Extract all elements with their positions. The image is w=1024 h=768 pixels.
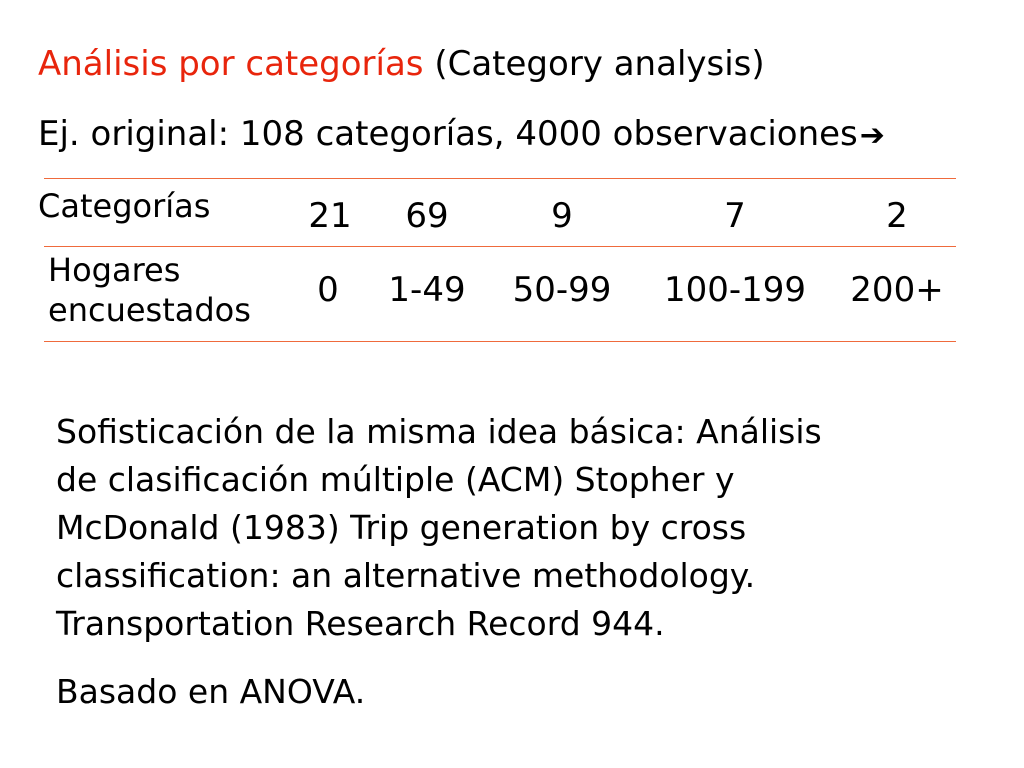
hogares-cell: 50-99 — [512, 270, 612, 310]
paragraph-line: Sofisticación de la misma idea básica: Análisis — [56, 412, 822, 451]
slide-title — [38, 44, 765, 84]
categorias-cell: 21 — [308, 196, 352, 236]
table-rule-bottom — [44, 341, 956, 342]
categorias-cell: 2 — [886, 196, 908, 236]
row-label-hogares-line1: Hogares — [48, 251, 181, 289]
hogares-cell: 100-199 — [663, 270, 807, 310]
footer-note: Basado en ANOVA. — [56, 672, 366, 711]
title-spanish: Análisis por categorías — [38, 44, 424, 84]
paragraph-line: de clasificación múltiple (ACM) Stopher y — [56, 460, 735, 499]
title-english: (Category analysis) — [434, 44, 765, 84]
arrow-right-icon: ➔ — [859, 118, 885, 153]
row-label-categorias: Categorías — [38, 187, 211, 225]
paragraph-line: McDonald (1983) Trip generation by cross — [56, 508, 747, 547]
categorias-cell: 7 — [724, 196, 746, 236]
table-rule-middle — [44, 246, 956, 247]
paragraph-line: Transportation Research Record 944. — [56, 604, 665, 643]
example-text: Ej. original: 108 categorías, 4000 observaciones — [38, 114, 858, 154]
categorias-cell: 69 — [405, 196, 449, 236]
description-paragraph — [56, 408, 956, 648]
paragraph-line: classification: an alternative methodology. — [56, 556, 756, 595]
table-rule-top — [44, 178, 956, 179]
example-line — [38, 114, 885, 154]
hogares-cell: 200+ — [850, 270, 944, 310]
row-label-hogares — [48, 250, 251, 330]
row-label-hogares-line2: encuestados — [48, 291, 251, 329]
hogares-cell: 0 — [317, 270, 339, 310]
categorias-cell: 9 — [551, 196, 573, 236]
hogares-cell: 1-49 — [388, 270, 466, 310]
